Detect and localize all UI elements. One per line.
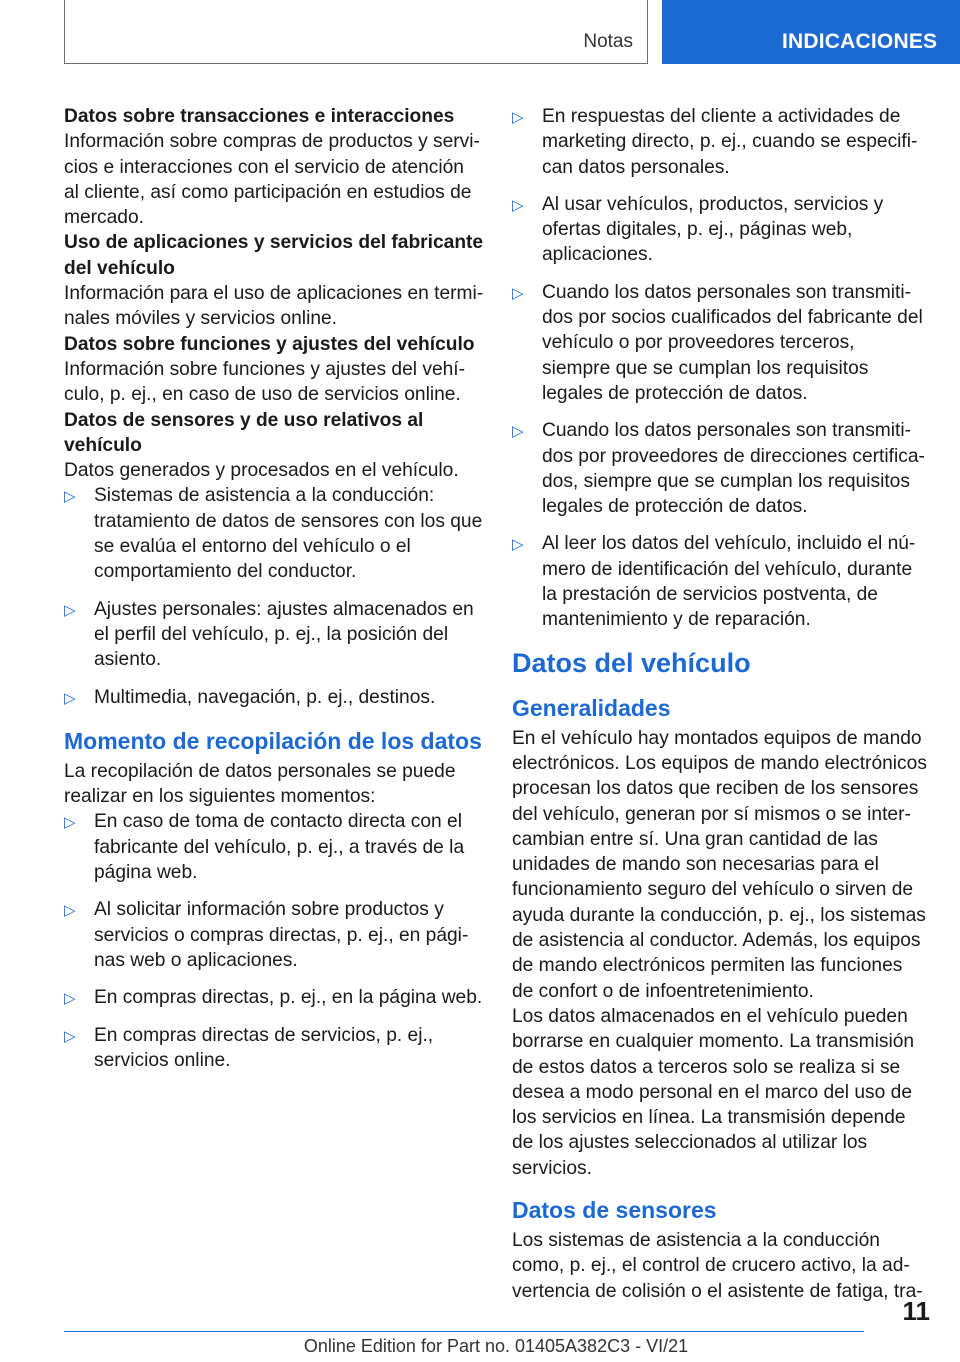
paragraph: Información sobre funciones y ajustes del vehículo, p. ej., en caso de uso de servicios online.	[64, 358, 466, 406]
subheading-sensores-uso: Datos de sensores y de uso relativos al vehículo	[64, 409, 424, 456]
page-number: 11	[902, 1296, 930, 1326]
notes-label: Notas	[583, 31, 633, 52]
heading-generalidades: Generalidades	[512, 694, 671, 721]
footer-divider	[64, 1331, 864, 1332]
list-item: ▷ Cuando los datos personales son transmitidos por socios cualificados del fabricante del vehículo o por proveedores terceros, siempre que se cumplan los requisitos legales de protección de datos.	[512, 281, 923, 404]
triangle-bullet-icon: ▷	[64, 990, 76, 1008]
triangle-bullet-icon: ▷	[64, 689, 76, 707]
paragraph: Datos generados y procesados en el vehículo.	[64, 460, 459, 482]
subheading-funciones: Datos sobre funciones y ajustes del vehículo	[64, 333, 475, 355]
heading-datos-sensores: Datos de sensores	[512, 1196, 717, 1223]
list-item: ▷ Al leer los datos del vehículo, incluido el número de identificación del vehículo, durante la prestación de servicios postventa, de mantenimiento y de reparación.	[512, 533, 916, 631]
heading-datos-vehiculo: Datos del vehículo	[512, 647, 751, 678]
list-item: ▷ Cuando los datos personales son transmitidos por proveedores de direcciones certificados, siempre que se cumplan los requisitos legales de protección de datos.	[512, 420, 925, 518]
triangle-bullet-icon: ▷	[512, 536, 524, 554]
section-tab	[662, 0, 960, 64]
triangle-bullet-icon: ▷	[512, 196, 524, 214]
paragraph: En el vehículo hay montados equipos de mando electrónicos. Los equipos de mando electrónicos procesan los datos que reciben de los sensores del vehículo, generan por sí mismos o se intercambian entre sí. Una gran cantidad de las unidades de mando son necesarias para el funcionamiento seguro del vehículo o sirven de ayuda durante la conducción, p. ej., los sistemas de asistencia al conductor. Además, los equipos de mando electrónicos permiten las funciones de confort o de infoentretenimiento.	[512, 727, 927, 1002]
triangle-bullet-icon: ▷	[64, 488, 76, 506]
left-column	[64, 104, 484, 1085]
triangle-bullet-icon: ▷	[512, 423, 524, 441]
list-item: ▷ Al usar vehículos, productos, servicios y ofertas digitales, p. ej., páginas web, aplicaciones.	[512, 193, 884, 266]
right-column	[512, 104, 928, 1304]
list-item: ▷ En compras directas de servicios, p. ej., servicios online.	[64, 1024, 434, 1071]
triangle-bullet-icon: ▷	[64, 1027, 76, 1045]
paragraph: Información para el uso de aplicaciones en terminales móviles y servicios online.	[64, 283, 484, 330]
list-item: ▷ En respuestas del cliente a actividades de marketing directo, p. ej., cuando se especifican datos personales.	[512, 106, 918, 178]
list-item: ▷ Ajustes personales: ajustes almacenados en el perfil del vehículo, p. ej., la posición del asiento.	[64, 598, 474, 671]
bullet-list	[512, 104, 928, 633]
paragraph: Los datos almacenados en el vehículo pueden borrarse en cualquier momento. La transmisión de estos datos a terceros solo se realiza si se desea a modo personal en el marco del uso de los servicios en línea. La transmisión depende de los ajustes seleccionados al utilizar los servicios.	[512, 1005, 915, 1179]
paragraph: Los sistemas de asistencia a la conducción como, p. ej., el control de crucero activo, la advertencia de colisión o el asistente de fatiga, tra-	[512, 1229, 923, 1302]
list-item: ▷ En compras directas, p. ej., en la página web.	[64, 985, 484, 1010]
paragraph: La recopilación de datos personales se puede realizar en los siguientes momentos:	[64, 760, 456, 808]
list-item: ▷ Al solicitar información sobre productos y servicios o compras directas, p. ej., en páginas web o aplicaciones.	[64, 899, 469, 971]
triangle-bullet-icon: ▷	[64, 601, 76, 619]
triangle-bullet-icon: ▷	[512, 284, 524, 302]
heading-momento: Momento de recopilación de los datos	[64, 727, 482, 754]
list-item: ▷ En caso de toma de contacto directa con el fabricante del vehículo, p. ej., a través de la página web.	[64, 811, 465, 884]
triangle-bullet-icon: ▷	[64, 814, 76, 832]
list-item: ▷ Multimedia, navegación, p. ej., destinos.	[64, 685, 484, 710]
page-header	[0, 0, 960, 66]
edition-footer: Online Edition for Part no. 01405A382C3 - VI/21	[303, 1336, 689, 1356]
paragraph: Información sobre compras de productos y servicios e interacciones con el servicio de atención al cliente, así como participación en estudios de mercado.	[64, 131, 480, 229]
bullet-list	[64, 809, 484, 1073]
subheading-aplicaciones: Uso de aplicaciones y servicios del fabricante del vehículo	[64, 232, 484, 279]
list-item: ▷ Sistemas de asistencia a la conducción: tratamiento de datos de sensores con los que se evalúa el entorno del vehículo o el comportamiento del conductor.	[64, 485, 483, 583]
section-tab-label: INDICACIONES	[782, 30, 938, 53]
subheading-transacciones: Datos sobre transacciones e interacciones	[64, 106, 455, 127]
triangle-bullet-icon: ▷	[64, 902, 76, 920]
triangle-bullet-icon: ▷	[512, 109, 524, 126]
bullet-list	[64, 483, 484, 709]
header-notes-box	[64, 0, 648, 64]
